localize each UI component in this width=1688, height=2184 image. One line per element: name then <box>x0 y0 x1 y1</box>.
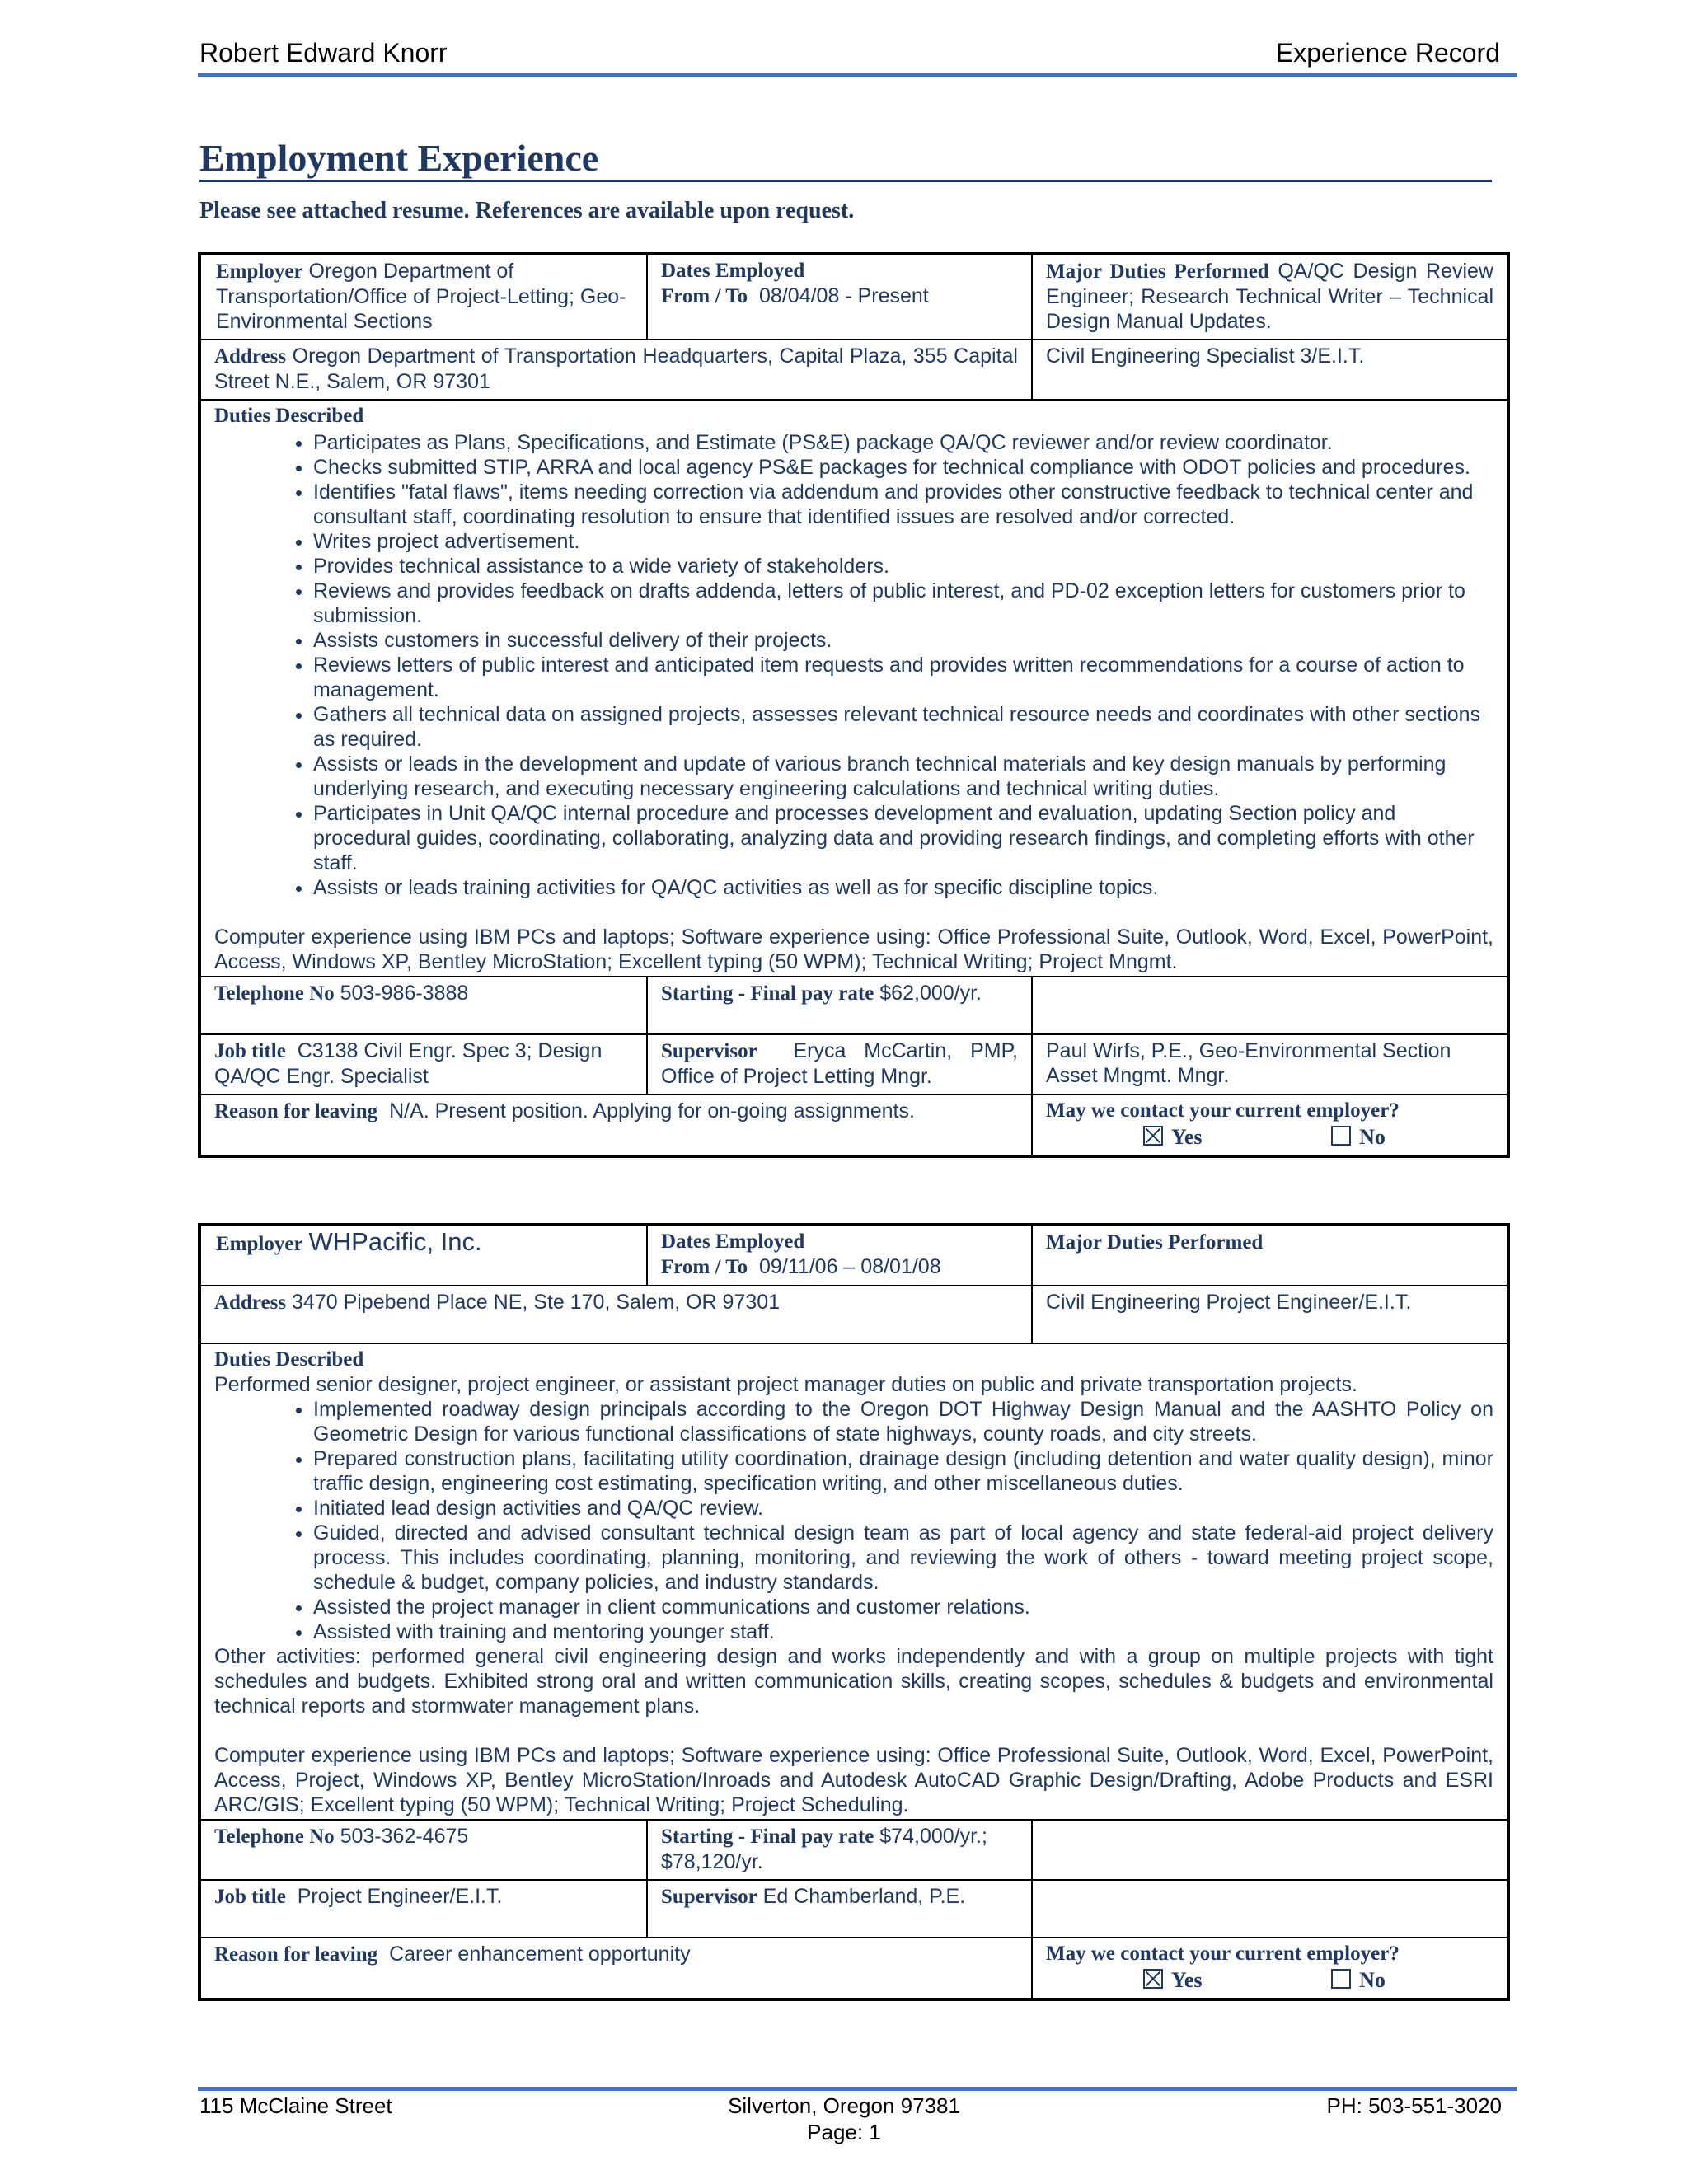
duty-item: • Guided, directed and advised consultant technical design team as part of local agency and state federal-aid project delivery process. This includes coordinating, planning, monitoring, and reviewing the work of others - toward meeting project scope, schedule & budget, company policies, and industry standards. <box>313 1521 1493 1595</box>
reason-row <box>199 1094 1508 1156</box>
supervisor-value: Ed Chamberland, P.E. <box>762 1885 966 1908</box>
duty-item: • Reviews and provides feedback on drafts addenda, letters of public interest, and PD-02 exception letters for customers prior to submission. <box>313 579 1493 628</box>
yes-label: Yes <box>1171 1125 1203 1149</box>
job-record-2 <box>198 1223 1510 2001</box>
from-to-label: From / To <box>661 285 748 307</box>
address-label: Address <box>214 1291 287 1314</box>
telephone-value: 503-362-4675 <box>340 1825 469 1848</box>
dates-cell <box>647 1225 1032 1286</box>
no-label: No <box>1359 1125 1386 1149</box>
duty-item: • Assists or leads training activities for QA/QC activities as well as for specific discipline topics. <box>313 875 1493 900</box>
telephone-label: Telephone No <box>214 1825 335 1848</box>
employer-value: Oregon Department of Transportation/Office of Project-Letting; Geo-Environmental Sections <box>216 260 626 333</box>
employer-row <box>199 1225 1508 1286</box>
dates-label: Dates Employed <box>661 1230 805 1253</box>
duty-item: • Assists customers in successful delivery of their projects. <box>313 628 1493 653</box>
job-title-cell <box>199 1880 647 1938</box>
supervisor-cell <box>647 1880 1032 1938</box>
contact-options <box>1046 1968 1493 1993</box>
address-cell <box>199 1286 1032 1343</box>
job-title-row <box>199 1034 1508 1094</box>
duty-item: • Assisted the project manager in client communications and customer relations. <box>313 1595 1493 1619</box>
computer-experience: Computer experience using IBM PCs and laptops; Software experience using: Office Professional Suite, Outlook, Word, Excel, PowerPoint, Access, Windows XP, Bentley MicroStation; Excellent typing (50 WPM); Technical Writing; Project Mngmt. <box>214 926 1493 973</box>
pay-value: $62,000/yr. <box>879 982 982 1005</box>
telephone-cell <box>199 1820 647 1880</box>
duty-item: • Identifies "fatal flaws", items needing correction via addendum and provides other constructive feedback to technical center and consultant staff, coordinating resolution to ensure that identified issues are resolved and/or corrected. <box>313 480 1493 529</box>
duty-item: • Assists or leads in the development and update of various branch technical materials and key design manuals by performing underlying research, and executing necessary engineering calculations and technical writing duties. <box>313 752 1493 801</box>
job-title-row <box>199 1880 1508 1938</box>
empty-cell <box>1032 977 1508 1034</box>
address-value: 3470 Pipebend Place NE, Ste 170, Salem, OR 97301 <box>292 1291 781 1314</box>
telephone-label: Telephone No <box>214 982 335 1005</box>
reason-cell <box>199 1938 1032 1999</box>
duty-item: • Gathers all technical data on assigned projects, assesses relevant technical resource needs and coordinates with other sections as required. <box>313 702 1493 752</box>
employer-value: WHPacific, Inc. <box>308 1227 482 1256</box>
duty-item: • Implemented roadway design principals according to the Oregon DOT Highway Design Manual and the AASHTO Policy on Geometric Design for various functional classifications of state highways, county roads, and city streets. <box>313 1397 1493 1446</box>
job-record-1 <box>198 252 1510 1158</box>
position-cell: Civil Engineering Project Engineer/E.I.T. <box>1032 1286 1508 1343</box>
duty-item: • Provides technical assistance to a wide variety of stakeholders. <box>313 554 1493 579</box>
telephone-row <box>199 1820 1508 1880</box>
footer-address: 115 McClaine Street <box>199 2093 392 2118</box>
no-label: No <box>1359 1968 1386 1992</box>
contact-cell <box>1032 1938 1508 1999</box>
address-cell <box>199 340 1032 400</box>
duty-item: • Checks submitted STIP, ARRA and local agency PS&E packages for technical compliance with ODOT policies and procedures. <box>313 455 1493 480</box>
job-title-cell <box>199 1034 647 1094</box>
duties-label: Duties Described <box>214 405 364 427</box>
dates-cell <box>647 254 1032 340</box>
duties-row <box>199 400 1508 977</box>
contact-cell <box>1032 1094 1508 1156</box>
section-title: Employment Experience <box>199 137 1492 182</box>
footer-phone: PH: 503-551-3020 <box>1326 2093 1502 2118</box>
address-row <box>199 340 1508 400</box>
duties-cell <box>199 1343 1508 1820</box>
footer-rule <box>198 2087 1517 2091</box>
header-document-title: Experience Record <box>1275 38 1500 68</box>
telephone-cell <box>199 977 647 1034</box>
header-name: Robert Edward Knorr <box>199 38 448 68</box>
other-activities: Other activities: performed general civil engineering design and works independently and with a group on multiple projects with tight schedules and budgets. Exhibited strong oral and written communication skills, creating scopes, schedules & budgets and environmental technical reports and stormwater management plans. <box>214 1645 1493 1718</box>
employer-cell <box>199 254 647 340</box>
duty-item: • Participates as Plans, Specifications, and Estimate (PS&E) package QA/QC reviewer and/or review coordinator. <box>313 430 1493 455</box>
no-checkbox[interactable] <box>1331 1126 1351 1146</box>
job-title-label: Job title <box>214 1886 286 1908</box>
address-row <box>199 1286 1508 1343</box>
job-title-label: Job title <box>214 1040 286 1062</box>
duty-item: • Assisted with training and mentoring younger staff. <box>313 1619 1493 1644</box>
job-title-value: Project Engineer/E.I.T. <box>297 1885 503 1908</box>
reason-label: Reason for leaving <box>214 1100 378 1122</box>
telephone-value: 503-986-3888 <box>340 982 469 1005</box>
major-duties-cell <box>1032 1225 1508 1286</box>
duty-item: • Prepared construction plans, facilitating utility coordination, drainage design (including detention and water quality design), minor traffic design, engineering cost estimating, specification writing, and other miscellaneous duties. <box>313 1446 1493 1496</box>
address-value: Oregon Department of Transportation Headquarters, Capital Plaza, 355 Capital Street N.E., Salem, OR 97301 <box>214 344 1018 393</box>
duty-item: • Initiated lead design activities and QA/QC review. <box>313 1496 1493 1521</box>
supervisor-value: Eryca McCartin, PMP, Office of Project Letting Mngr. <box>661 1039 1018 1088</box>
duties-label: Duties Described <box>214 1348 364 1371</box>
duty-item: • Writes project advertisement. <box>313 529 1493 554</box>
duties-row <box>199 1343 1508 1820</box>
supervisor-label: Supervisor <box>661 1040 757 1062</box>
employer-cell <box>199 1225 647 1286</box>
duties-intro: Performed senior designer, project engineer, or assistant project manager duties on public and private transportation projects. <box>214 1373 1357 1396</box>
duty-item: • Reviews letters of public interest and anticipated item requests and provides written recommendations for a course of action to management. <box>313 653 1493 702</box>
duties-list <box>214 1397 1493 1644</box>
reason-cell <box>199 1094 1032 1156</box>
pay-cell <box>647 977 1032 1034</box>
duty-item: • Participates in Unit QA/QC internal procedure and processes development and evaluation, updating Section policy and procedural guides, coordinating, collaborating, analyzing data and providing research findings, and completing efforts with other staff. <box>313 801 1493 875</box>
pay-value: $74,000/yr.; $78,120/yr. <box>661 1825 987 1873</box>
major-duties-label: Major Duties Performed <box>1046 1231 1264 1254</box>
employer-label: Employer <box>216 1233 303 1255</box>
section-note: Please see attached resume. References are available upon request. <box>199 198 855 223</box>
no-checkbox[interactable] <box>1331 1969 1351 1989</box>
computer-experience: Computer experience using IBM PCs and laptops; Software experience using: Office Professional Suite, Outlook, Word, Excel, PowerPoint, Access, Project, Windows XP, Bentley MicroStation/Inroads and Autodesk AutoCAD Graphic Design/Drafting, Adobe Products and ESRI ARC/GIS; Excellent typing (50 WPM); Technical Writing; Project Scheduling. <box>214 1744 1493 1816</box>
dates-value: 09/11/06 – 08/01/08 <box>759 1255 941 1278</box>
job-title-value: C3138 Civil Engr. Spec 3; Design QA/QC Engr. Specialist <box>214 1039 603 1088</box>
duties-list <box>214 430 1493 900</box>
position-cell: Civil Engineering Specialist 3/E.I.T. <box>1032 340 1508 400</box>
page-header <box>198 38 1517 77</box>
pay-cell <box>647 1820 1032 1880</box>
major-duties-cell <box>1032 254 1508 340</box>
footer-city: Silverton, Oregon 97381 <box>728 2093 960 2118</box>
major-duties-label: Major Duties Performed <box>1046 260 1269 283</box>
address-label: Address <box>214 345 287 368</box>
contact-label: May we contact your current employer? <box>1046 1943 1400 1965</box>
yes-checkbox[interactable] <box>1143 1969 1163 1989</box>
employer-label: Employer <box>216 260 303 283</box>
reason-value: N/A. Present position. Applying for on-going assignments. <box>389 1099 915 1122</box>
dates-label: Dates Employed <box>661 260 805 282</box>
pay-label: Starting - Final pay rate <box>661 1825 874 1848</box>
yes-label: Yes <box>1171 1968 1203 1992</box>
telephone-row <box>199 977 1508 1034</box>
supervisor2-cell <box>1032 1880 1508 1938</box>
from-to-label: From / To <box>661 1256 748 1278</box>
contact-label: May we contact your current employer? <box>1046 1099 1400 1122</box>
footer-page-number: Page: 1 <box>807 2120 881 2144</box>
duties-cell <box>199 400 1508 977</box>
major-duties-value: QA/QC Design Review Engineer; Research Technical Writer – Technical Design Manual Updates. <box>1046 260 1493 333</box>
supervisor-cell <box>647 1034 1032 1094</box>
reason-label: Reason for leaving <box>214 1943 378 1966</box>
yes-checkbox[interactable] <box>1143 1126 1163 1146</box>
supervisor2-cell: Paul Wirfs, P.E., Geo-Environmental Section Asset Mngmt. Mngr. <box>1032 1034 1508 1094</box>
dates-value: 08/04/08 - Present <box>759 284 929 307</box>
empty-cell <box>1032 1820 1508 1880</box>
reason-value: Career enhancement opportunity <box>389 1943 691 1966</box>
reason-row <box>199 1938 1508 1999</box>
contact-options <box>1046 1125 1493 1150</box>
employer-row <box>199 254 1508 340</box>
supervisor-label: Supervisor <box>661 1886 757 1908</box>
pay-label: Starting - Final pay rate <box>661 982 874 1005</box>
